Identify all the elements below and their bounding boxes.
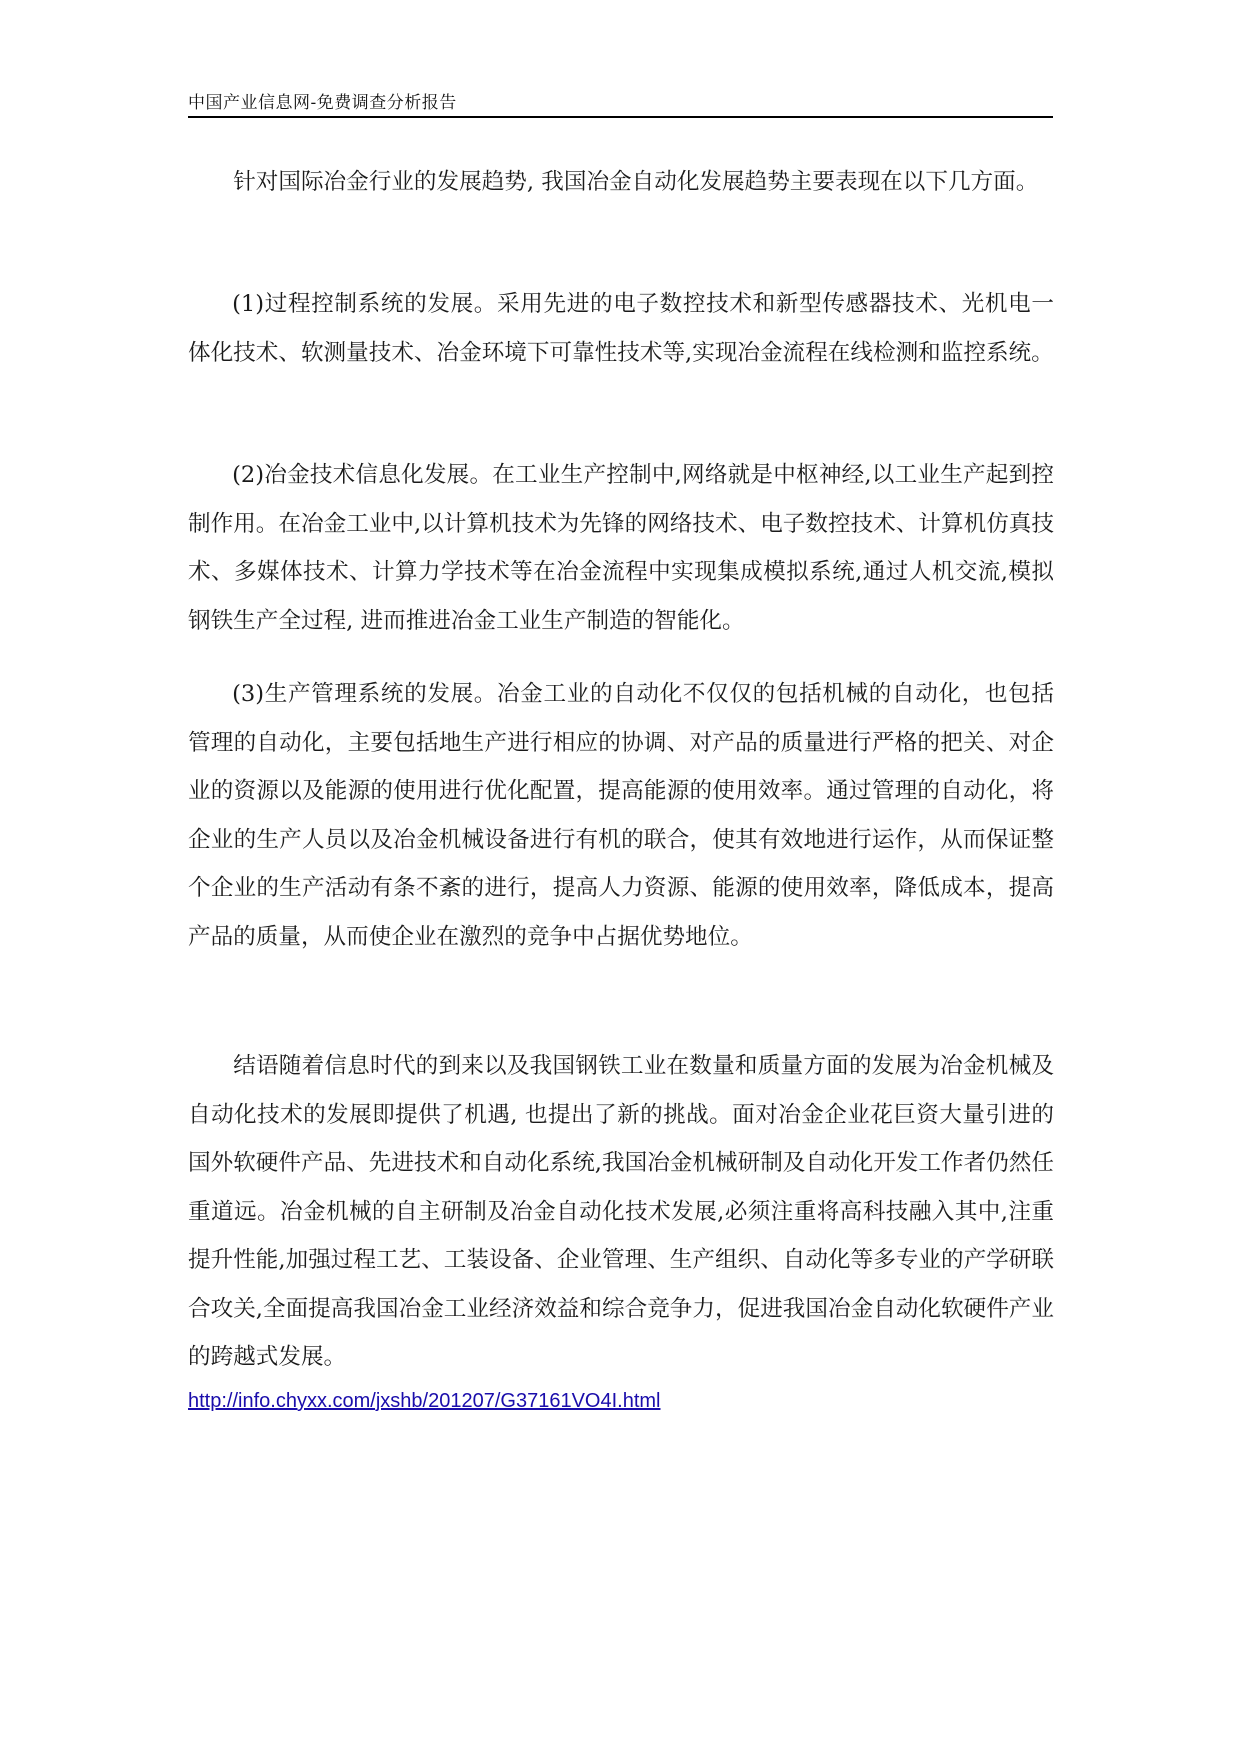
paragraph-informatization: (2)冶金技术信息化发展。在工业生产控制中,网络就是中枢神经,以工业生产起到控制作用。在冶金工业中,以计算机技术为先锋的网络技术、电子数控技术、计算机仿真技术、多媒体技术、计算力学技术等在冶金流程中实现集成模拟系统,通过人机交流,模拟钢铁生产全过程, 进而推进冶金工业生产制造的智能化。 bbox=[188, 462, 1054, 634]
paragraph-process-control: (1)过程控制系统的发展。采用先进的电子数控技术和新型传感器技术、光机电一体化技术、软测量技术、冶金环境下可靠性技术等,实现冶金流程在线检测和监控系统。 bbox=[188, 291, 1054, 366]
source-link[interactable]: http://info.chyxx.com/jxshb/201207/G37161VO4I.html bbox=[188, 1390, 661, 1412]
page-header bbox=[188, 86, 1053, 118]
paragraph-intro: 针对国际冶金行业的发展趋势, 我国冶金自动化发展趋势主要表现在以下几方面。 bbox=[233, 169, 1039, 195]
paragraph-production-management: (3)生产管理系统的发展。冶金工业的自动化不仅仅的包括机械的自动化，也包括管理的自动化，主要包括地生产进行相应的协调、对产品的质量进行严格的把关、对企业的资源以及能源的使用进行优化配置，提高能源的使用效率。通过管理的自动化，将企业的生产人员以及冶金机械设备进行有机的联合，使其有效地进行运作，从而保证整个企业的生产活动有条不紊的进行，提高人力资源、能源的使用效率，降低成本，提高产品的质量，从而使企业在激烈的竞争中占据优势地位。 bbox=[188, 681, 1054, 950]
paragraph-conclusion: 结语随着信息时代的到来以及我国钢铁工业在数量和质量方面的发展为冶金机械及自动化技术的发展即提供了机遇, 也提出了新的挑战。面对冶金企业花巨资大量引进的国外软硬件产品、先进技术和自动化系统,我国冶金机械研制及自动化开发工作者仍然任重道远。冶金机械的自主研制及冶金自动化技术发展,必须注重将高科技融入其中,注重提升性能,加强过程工艺、工装设备、企业管理、生产组织、自动化等多专业的产学研联合攻关,全面提高我国冶金工业经济效益和综合竞争力，促进我国冶金自动化软硬件产业的跨越式发展。 bbox=[188, 1053, 1054, 1370]
header-title: 中国产业信息网-免费调查分析报告 bbox=[188, 93, 457, 113]
